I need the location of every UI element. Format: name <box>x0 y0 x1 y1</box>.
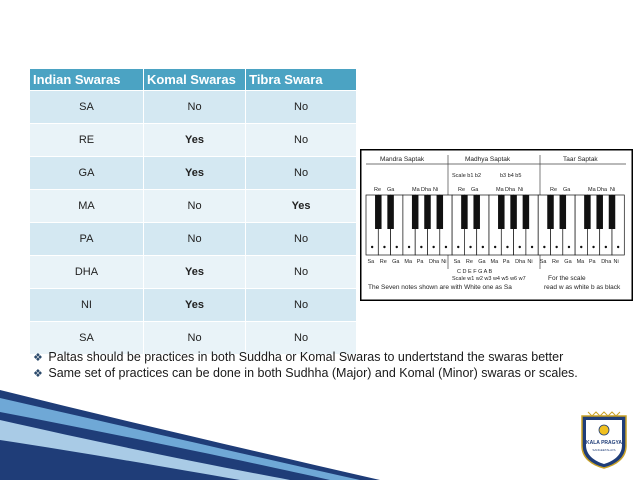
upper-label: Ni <box>518 187 524 193</box>
tibra-cell: No <box>246 91 357 124</box>
table-header-row <box>30 69 357 91</box>
swara-cell: PA <box>30 223 143 256</box>
lower-label: Ma <box>404 259 413 265</box>
scale-bottom-label: Scale w1 w2 w3 w4 w5 w6 w7 <box>452 276 526 282</box>
key-dot <box>432 246 434 248</box>
key-dot <box>371 246 373 248</box>
key-dot <box>408 246 410 248</box>
komal-cell: No <box>143 190 245 223</box>
komal-cell: Yes <box>143 289 245 322</box>
key-dot <box>568 246 570 248</box>
upper-label: Re <box>374 187 382 193</box>
tibra-cell: No <box>246 322 357 355</box>
lower-label: Ma <box>490 259 499 265</box>
lower-label: Sa <box>539 259 547 265</box>
column-header: Komal Swaras <box>143 69 245 91</box>
scale-top-label-2: b3 b4 b5 <box>500 173 522 179</box>
black-key <box>461 195 468 229</box>
key-dot <box>580 246 582 248</box>
upper-label: Ma <box>412 187 420 193</box>
piano-keys <box>366 195 624 255</box>
table-row <box>30 124 357 157</box>
key-dot <box>469 246 471 248</box>
tibra-cell: No <box>246 124 357 157</box>
upper-label: Dha <box>597 187 608 193</box>
komal-cell: No <box>143 322 245 355</box>
bullet-item: ❖ Paltas should be practices in both Suddha or Komal Swaras to undertstand the swaras better <box>33 350 564 364</box>
black-key <box>437 195 444 229</box>
lower-label: Ga <box>564 259 572 265</box>
lower-label: Ga <box>478 259 486 265</box>
key-dot <box>457 246 459 248</box>
black-key <box>510 195 516 229</box>
black-key <box>596 195 603 229</box>
upper-label: Re <box>550 187 558 193</box>
saptak-label: Taar Saptak <box>563 156 598 163</box>
upper-label: Ni <box>433 187 439 193</box>
lower-label: Ni <box>527 259 533 265</box>
swara-cell: GA <box>30 157 143 190</box>
diamond-bullet-icon: ❖ <box>33 367 43 380</box>
lower-label: Re <box>379 259 387 265</box>
key-dot <box>482 246 484 248</box>
upper-label: Ga <box>563 187 571 193</box>
swara-cell: RE <box>30 124 143 157</box>
upper-label: Ga <box>471 187 479 193</box>
komal-cell: No <box>143 91 245 124</box>
table-row <box>30 289 357 322</box>
lower-label: Pa <box>416 259 424 265</box>
key-dot <box>420 246 422 248</box>
key-dot <box>555 246 557 248</box>
key-dot <box>506 246 508 248</box>
lower-label: Sa <box>453 259 461 265</box>
lower-label: Ma <box>576 259 585 265</box>
read-as-label: read w as white b as black <box>544 284 621 291</box>
lower-label: Ni <box>441 259 447 265</box>
table-row <box>30 223 357 256</box>
tibra-cell: No <box>246 223 357 256</box>
key-dot <box>396 246 398 248</box>
kala-pragya-logo <box>578 410 630 470</box>
key-dot <box>592 246 594 248</box>
komal-cell: Yes <box>143 256 245 289</box>
table-row <box>30 190 357 223</box>
upper-label: Ma <box>496 187 504 193</box>
table-row <box>30 256 357 289</box>
tibra-cell: Yes <box>246 190 357 223</box>
scale-top-label: Scale b1 b2 <box>452 173 482 179</box>
lower-label: Dha <box>601 259 612 265</box>
upper-label: Ma <box>588 187 596 193</box>
figure-caption: The Seven notes shown are with White one as Sa <box>368 284 512 291</box>
key-dot <box>494 246 496 248</box>
black-key <box>523 195 530 229</box>
piano-keyboard-figure <box>360 149 633 301</box>
upper-label: Dha <box>505 187 516 193</box>
swara-table <box>30 69 357 354</box>
lower-label: Sa <box>367 259 375 265</box>
svg-text:KALA PRAGYA: KALA PRAGYA <box>585 440 623 446</box>
tibra-cell: No <box>246 256 357 289</box>
key-dot <box>383 246 385 248</box>
black-key <box>584 195 591 229</box>
black-key <box>473 195 480 229</box>
swara-cell: SA <box>30 322 143 355</box>
lower-label: Re <box>465 259 473 265</box>
black-key <box>412 195 419 229</box>
lower-label: Pa <box>588 259 596 265</box>
swara-cell: MA <box>30 190 143 223</box>
black-key <box>498 195 505 229</box>
key-dot <box>543 246 545 248</box>
tibra-cell: No <box>246 157 357 190</box>
upper-label: Dha <box>421 187 432 193</box>
black-key <box>375 195 382 229</box>
black-key <box>424 195 431 229</box>
key-dot <box>617 246 619 248</box>
decorative-swoosh <box>0 390 640 480</box>
column-header: Indian Swaras <box>30 69 143 91</box>
bullet-item: ❖ Same set of practices can be done in both Sudhha (Major) and Komal (Minor) swaras or scales. <box>33 365 578 380</box>
swara-cell: SA <box>30 91 143 124</box>
lower-note-labels <box>368 259 619 265</box>
black-key <box>547 195 554 229</box>
for-scale-label: For the scale <box>548 275 586 282</box>
key-dot <box>531 246 533 248</box>
key-dot <box>605 246 607 248</box>
tibra-cell: No <box>246 289 357 322</box>
table-row <box>30 157 357 190</box>
swara-cell: DHA <box>30 256 143 289</box>
key-dot <box>519 246 521 248</box>
saptak-label: Mandra Saptak <box>380 156 425 163</box>
lower-label: Pa <box>502 259 510 265</box>
lower-label: Ni <box>613 259 619 265</box>
upper-label: Re <box>458 187 466 193</box>
komal-cell: No <box>143 223 245 256</box>
black-key <box>560 195 567 229</box>
lower-label: Ga <box>392 259 400 265</box>
saptak-label: Madhya Saptak <box>465 156 511 163</box>
komal-cell: Yes <box>143 124 245 157</box>
lower-label: Dha <box>429 259 440 265</box>
column-header: Tibra Swara <box>246 69 357 91</box>
svg-text:SANGEETALAYA: SANGEETALAYA <box>592 448 616 452</box>
diamond-bullet-icon: ❖ <box>33 352 43 364</box>
swara-cell: NI <box>30 289 143 322</box>
bullet-list <box>33 350 593 381</box>
lower-label: Re <box>552 259 560 265</box>
table-row <box>30 91 357 124</box>
key-dot <box>445 246 447 248</box>
black-key <box>609 195 616 229</box>
western-notes: C D E F G A B <box>457 269 493 275</box>
lower-label: Dha <box>515 259 526 265</box>
upper-label: Ga <box>387 187 395 193</box>
komal-cell: Yes <box>143 157 245 190</box>
black-key <box>387 195 394 229</box>
upper-label: Ni <box>610 187 616 193</box>
